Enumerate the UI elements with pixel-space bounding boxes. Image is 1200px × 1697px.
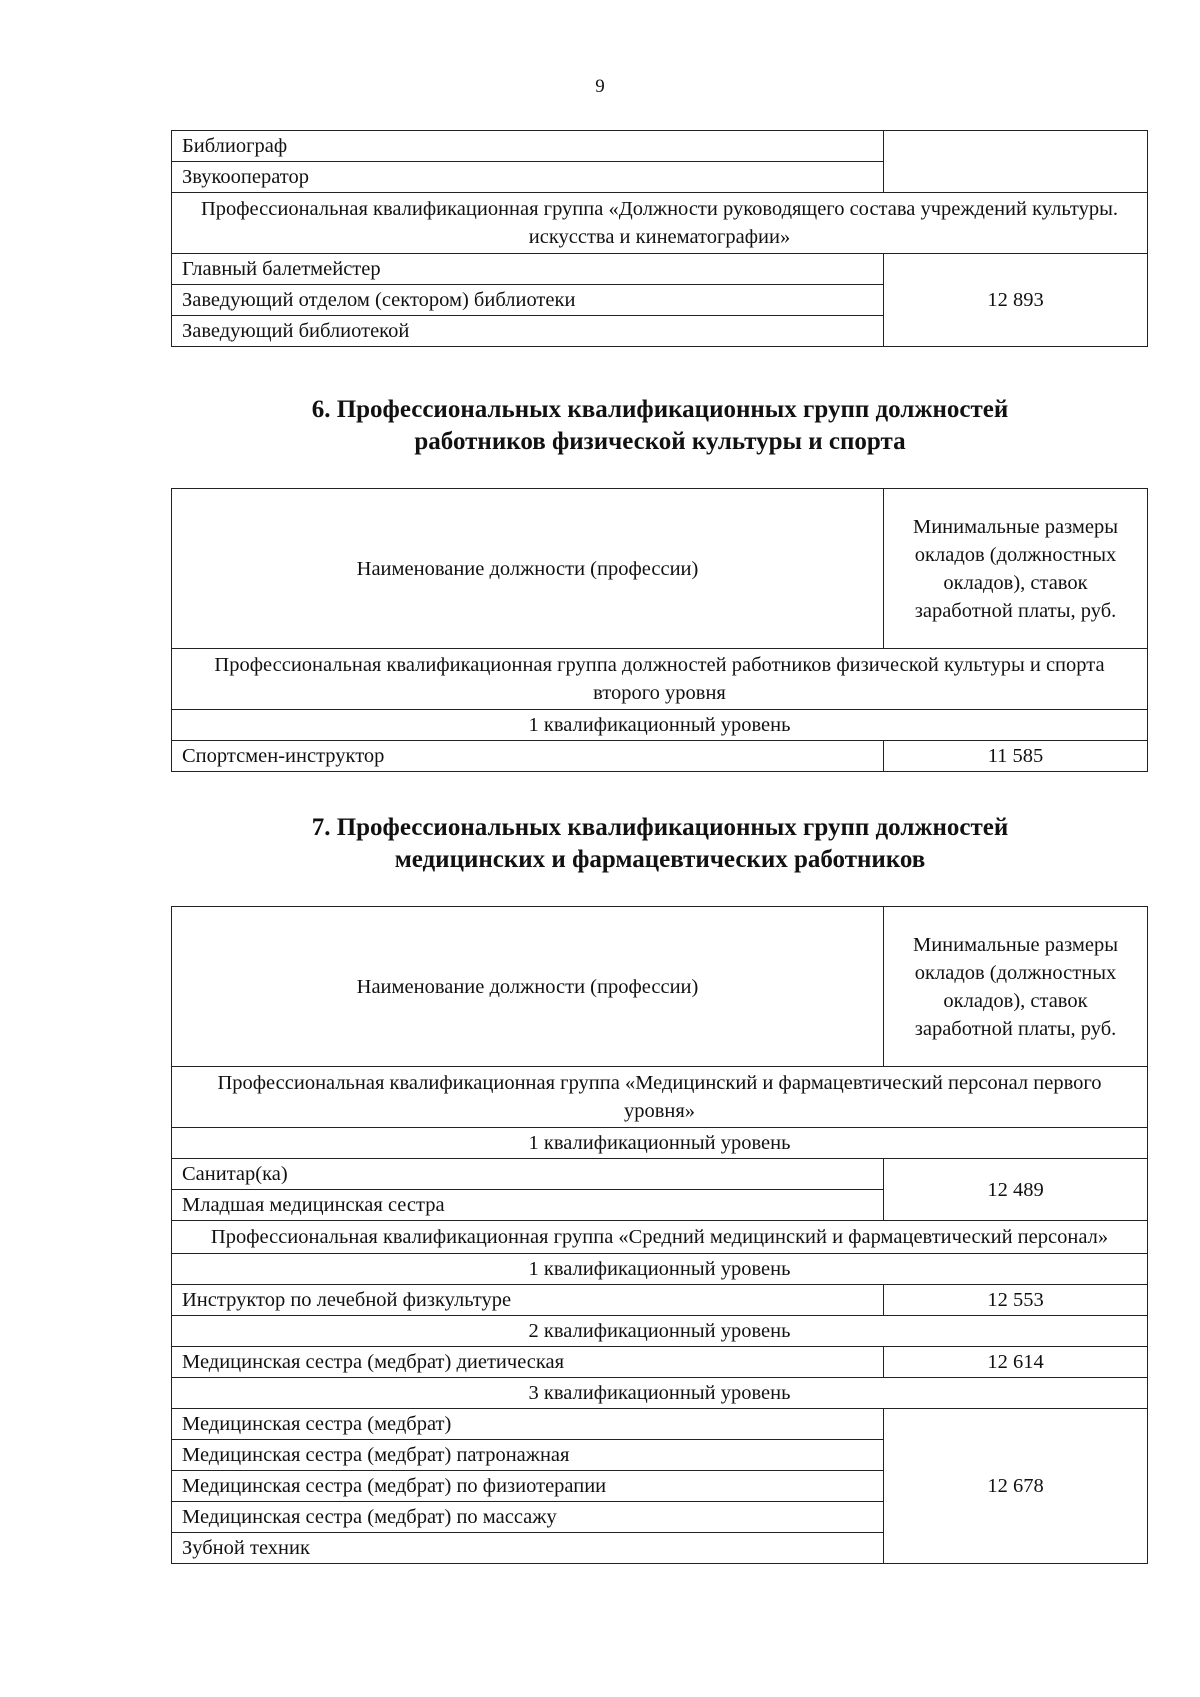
position-cell: Медицинская сестра (медбрат) по массажу <box>172 1502 884 1533</box>
salary-cell: 12 893 <box>884 254 1148 347</box>
position-cell: Главный балетмейстер <box>172 254 884 285</box>
salary-cell: 12 553 <box>884 1285 1148 1316</box>
level-title: 1 квалификационный уровень <box>172 710 1148 741</box>
level-title: 3 квалификационный уровень <box>172 1378 1148 1409</box>
table-culture-continuation <box>171 130 1148 347</box>
group-row <box>172 193 1148 254</box>
level-title: 1 квалификационный уровень <box>172 1128 1148 1159</box>
table-row <box>172 741 1148 772</box>
position-cell: Заведующий отделом (сектором) библиотеки <box>172 285 884 316</box>
salary-cell: 11 585 <box>884 741 1148 772</box>
page-number: 9 <box>595 76 605 97</box>
header-salary: Минимальные размеры окладов (должностных окладов), ставок заработной платы, руб. <box>884 489 1148 649</box>
table-sport <box>171 488 1148 772</box>
header-row <box>172 907 1148 1067</box>
position-cell: Звукооператор <box>172 162 884 193</box>
position-cell: Санитар(ка) <box>172 1159 884 1190</box>
position-cell: Зубной техник <box>172 1533 884 1564</box>
group-title: Профессиональная квалификационная группа должностей работников физической культуры и спорта второго уровня <box>172 649 1148 710</box>
salary-cell: 12 614 <box>884 1347 1148 1378</box>
level-row <box>172 1378 1148 1409</box>
table-medical <box>171 906 1148 1564</box>
group-row <box>172 1221 1148 1254</box>
group-title: Профессиональная квалификационная группа «Средний медицинский и фармацевтический персонал» <box>172 1221 1148 1254</box>
position-cell: Библиограф <box>172 131 884 162</box>
level-row <box>172 1316 1148 1347</box>
position-cell: Медицинская сестра (медбрат) патронажная <box>172 1440 884 1471</box>
header-salary: Минимальные размеры окладов (должностных окладов), ставок заработной платы, руб. <box>884 907 1148 1067</box>
section-6-title <box>0 394 1200 458</box>
position-cell: Инструктор по лечебной физкультуре <box>172 1285 884 1316</box>
section-6-title-line1: 6. Профессиональных квалификационных групп должностей <box>311 396 1009 423</box>
position-cell: Младшая медицинская сестра <box>172 1190 884 1221</box>
salary-cell: 12 678 <box>884 1409 1148 1564</box>
table-row <box>172 1409 1148 1440</box>
salary-cell-empty <box>884 131 1148 193</box>
section-7-title-line1: 7. Профессиональных квалификационных групп должностей <box>311 814 1009 841</box>
level-title: 1 квалификационный уровень <box>172 1254 1148 1285</box>
level-row <box>172 710 1148 741</box>
level-row <box>172 1254 1148 1285</box>
section-6-title-line2: работников физической культуры и спорта <box>414 428 906 455</box>
table-row <box>172 1285 1148 1316</box>
section-7-title <box>0 812 1200 876</box>
header-name: Наименование должности (профессии) <box>172 489 884 649</box>
header-row <box>172 489 1148 649</box>
table-row <box>172 131 1148 162</box>
position-cell: Заведующий библиотекой <box>172 316 884 347</box>
position-cell: Спортсмен-инструктор <box>172 741 884 772</box>
level-row <box>172 1128 1148 1159</box>
table-row <box>172 1159 1148 1190</box>
position-cell: Медицинская сестра (медбрат) диетическая <box>172 1347 884 1378</box>
table-row <box>172 1347 1148 1378</box>
position-cell: Медицинская сестра (медбрат) <box>172 1409 884 1440</box>
position-cell: Медицинская сестра (медбрат) по физиотерапии <box>172 1471 884 1502</box>
level-title: 2 квалификационный уровень <box>172 1316 1148 1347</box>
group-row <box>172 649 1148 710</box>
salary-cell: 12 489 <box>884 1159 1148 1221</box>
section-7-title-line2: медицинских и фармацевтических работников <box>394 846 926 873</box>
group-title: Профессиональная квалификационная группа «Медицинский и фармацевтический персонал первого уровня» <box>172 1067 1148 1128</box>
table-row <box>172 254 1148 285</box>
group-row <box>172 1067 1148 1128</box>
header-name: Наименование должности (профессии) <box>172 907 884 1067</box>
group-title: Профессиональная квалификационная группа «Должности руководящего состава учреждений культуры. искусства и кинематографии» <box>172 193 1148 254</box>
